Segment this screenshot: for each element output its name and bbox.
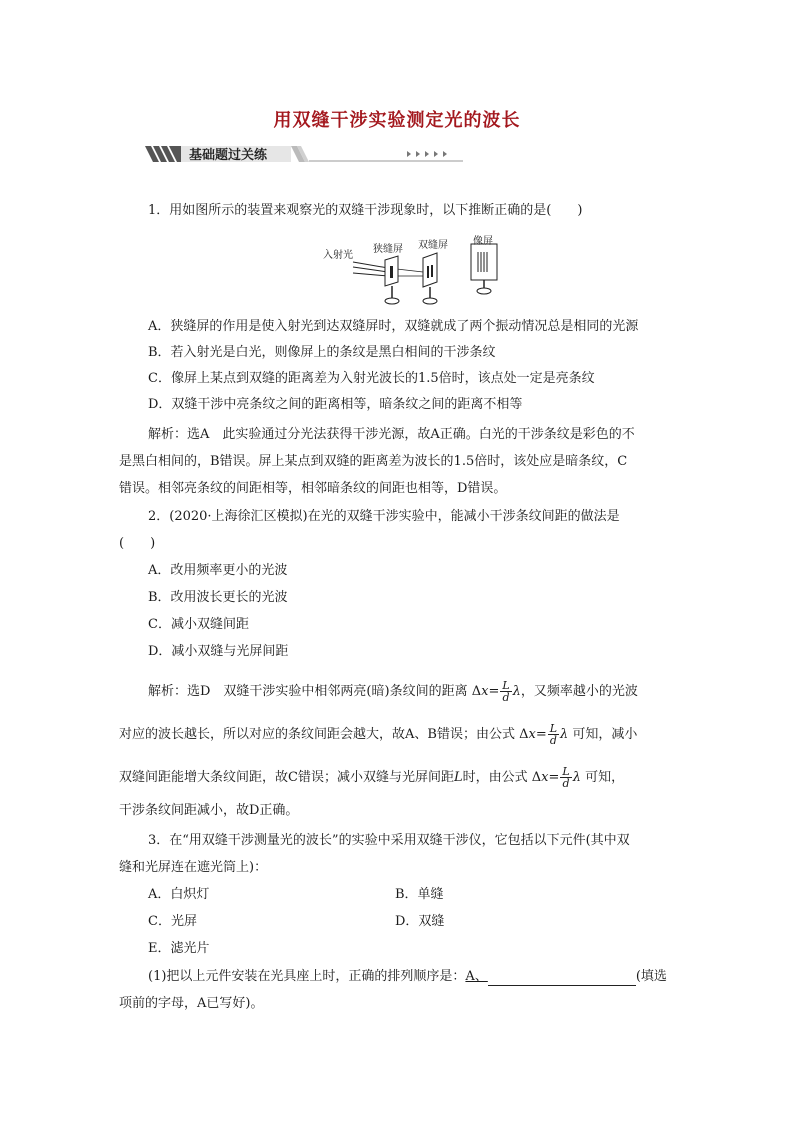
q3-option-b: B．单缝 <box>395 887 444 902</box>
formula-fraction <box>560 766 571 789</box>
q1-option-c: C．像屏上某点到双缝的距离差为入射光波长的1.5倍时，该点处一定是亮条纹 <box>148 371 595 386</box>
q2-analysis-3-mid: 时，由公式 Δ <box>462 770 542 785</box>
q1-option-a: A．狭缝屏的作用是使入射光到达双缝屏时，双缝就成了两个振动情况总是相同的光源 <box>148 319 639 334</box>
q2-analysis-1-text: 解析：选D 双缝干涉实验中相邻两亮(暗)条纹间的距离 Δ <box>148 684 482 699</box>
q2-analysis-2-text: 对应的波长越长，所以对应的条纹间距会越大，故A、B错误；由公式 Δ <box>119 727 529 742</box>
label-narrow-slit-screen: 狭缝屏 <box>373 244 403 255</box>
formula-eq: = <box>548 770 560 785</box>
q2-analysis-2-tail: 可知，减小 <box>568 727 638 742</box>
q3-option-c: C．光屏 <box>148 914 197 929</box>
q1-analysis-2: 是黑白相间的，B错误。屏上某点到双缝的距离差为波长的1.5倍时，该处应是暗条纹，C <box>119 454 628 469</box>
q2-option-a: A．改用频率更小的光波 <box>148 563 288 578</box>
interference-apparatus-diagram <box>323 232 503 314</box>
q3-sub1-text: (1)把以上元件安装在光具座上时，正确的排列顺序是： <box>148 969 466 984</box>
fraction-denominator: d <box>502 691 510 704</box>
q3-stem-2: 缝和光屏连在遮光筒上)： <box>119 860 268 875</box>
q3-option-d: D．双缝 <box>395 914 445 929</box>
fraction-numerator: L <box>562 765 570 778</box>
q2-option-c: C．减小双缝间距 <box>148 617 249 632</box>
formula-x: x <box>481 684 489 699</box>
fraction-denominator: d <box>549 734 557 747</box>
q2-option-d: D．减小双缝与光屏间距 <box>148 644 289 659</box>
formula-x: x <box>528 727 536 742</box>
q3-sub1-tail: (填选 <box>635 969 667 984</box>
formula-lambda: λ <box>512 684 521 699</box>
q2-analysis-2 <box>119 723 637 746</box>
q1-option-d: D．双缝干涉中亮条纹之间的距离相等，暗条纹之间的距离不相等 <box>148 397 523 412</box>
q2-stem-2: ( ) <box>119 536 156 551</box>
q2-analysis-3 <box>119 766 624 789</box>
q1-analysis-3: 错误。相邻亮条纹的间距相等，相邻暗条纹的间距也相等，D错误。 <box>119 481 507 496</box>
formula-fraction <box>548 723 559 746</box>
q1-analysis-1: 解析：选A 此实验通过分光法获得干涉光源，故A正确。白光的干涉条纹是彩色的不 <box>148 427 635 442</box>
q2-analysis-1 <box>148 680 638 703</box>
q3-sub1-line2: 项前的字母，A已写好)。 <box>119 996 264 1011</box>
q2-analysis-4: 干涉条纹间距减小，故D正确。 <box>119 803 299 818</box>
label-double-slit-screen: 双缝屏 <box>418 240 448 251</box>
section-banner <box>145 142 463 164</box>
q3-sub1-answer-blank[interactable] <box>488 971 636 986</box>
q2-analysis-1-tail: ，又频率越小的光波 <box>520 684 638 699</box>
formula-x: x <box>541 770 549 785</box>
q3-sub1-line1 <box>148 968 667 986</box>
label-image-screen: 像屏 <box>473 236 493 247</box>
section-title: 基础题过关练 <box>189 148 268 163</box>
page-title: 用双缝干涉实验测定光的波长 <box>273 110 521 131</box>
variable-l: L <box>453 770 463 785</box>
q1-stem: 1．用如图所示的装置来观察光的双缝干涉现象时，以下推断正确的是( ) <box>148 203 583 218</box>
formula-eq: = <box>488 684 500 699</box>
fraction-denominator: d <box>562 777 570 790</box>
q3-stem-1: 3．在“用双缝干涉测量光的波长”的实验中采用双缝干涉仪，它包括以下元件(其中双 <box>148 833 630 848</box>
formula-fraction <box>500 680 511 703</box>
q2-analysis-3-text: 双缝间距能增大条纹间距，故C错误；减小双缝与光屏间距 <box>119 770 454 785</box>
q3-option-a: A．白炽灯 <box>148 887 210 902</box>
formula-eq: = <box>535 727 547 742</box>
formula-lambda: λ <box>572 770 581 785</box>
label-incident-light: 入射光 <box>323 250 353 261</box>
q3-sub1-answer-prefix: A、 <box>465 969 488 984</box>
q1-option-b: B．若入射光是白光，则像屏上的条纹是黑白相间的干涉条纹 <box>148 345 496 360</box>
q2-option-b: B．改用波长更长的光波 <box>148 590 288 605</box>
fraction-numerator: L <box>502 679 510 692</box>
fraction-numerator: L <box>549 722 558 735</box>
formula-lambda: λ <box>560 727 569 742</box>
q2-analysis-3-tail: 可知， <box>580 770 625 785</box>
q3-option-e: E．滤光片 <box>148 941 210 956</box>
q2-stem-1: 2．(2020·上海徐汇区模拟)在光的双缝干涉实验中，能减小干涉条纹间距的做法是 <box>148 509 620 524</box>
